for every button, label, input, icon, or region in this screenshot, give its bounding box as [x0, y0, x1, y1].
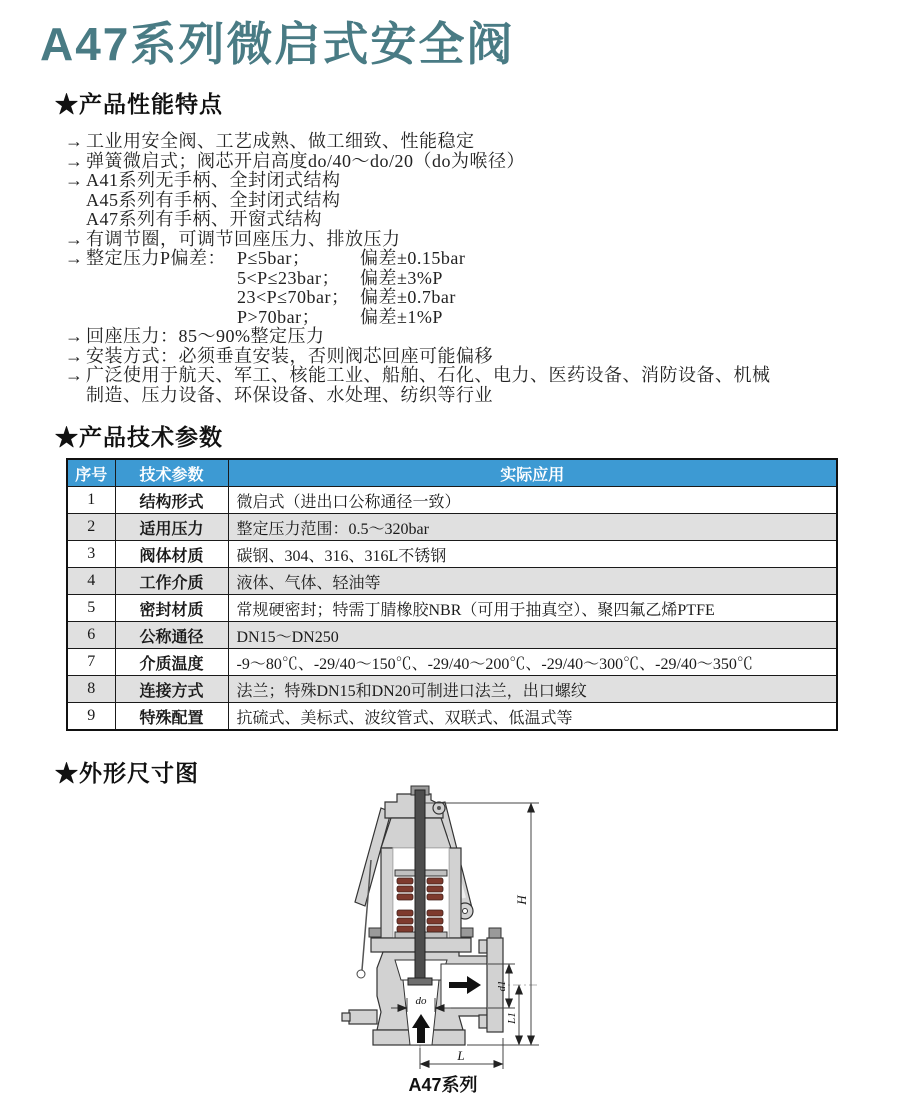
dim-label-do: do	[415, 995, 427, 1007]
row-index: 1	[67, 487, 115, 514]
pressure-condition: 5<P≤23bar；	[237, 267, 341, 288]
row-value: 法兰；特殊DN15和DN20可制进口法兰，出口螺纹	[228, 676, 837, 703]
feature-text: A41系列无手柄、全封闭式结构	[86, 170, 341, 190]
feature-item	[65, 230, 885, 250]
col-header-parameter: 技术参数	[115, 459, 228, 487]
table-row	[67, 703, 837, 731]
arrow-icon: →	[65, 345, 83, 366]
arrow-icon: →	[65, 326, 83, 346]
pressure-condition: P≤5bar；	[237, 248, 311, 268]
row-parameter: 结构形式	[115, 487, 228, 514]
features-list	[65, 132, 885, 405]
feature-item-pressure	[65, 288, 885, 308]
drawing-caption: A47系列	[408, 1075, 478, 1095]
pressure-deviation: 偏差±1%P	[360, 306, 443, 327]
col-header-application: 实际应用	[228, 459, 837, 487]
feature-text: A47系列有手柄、开窗式结构	[86, 209, 322, 229]
row-index: 6	[67, 622, 115, 649]
row-parameter: 特殊配置	[115, 703, 228, 731]
table-row	[67, 622, 837, 649]
feature-text: 安装方式：必须垂直安装，否则阀芯回座可能偏移	[86, 345, 493, 366]
valve-dimension-drawing	[325, 782, 605, 1074]
row-index: 4	[67, 568, 115, 595]
pressure-deviation: 偏差±0.15bar	[360, 248, 466, 268]
row-index: 7	[67, 649, 115, 676]
feature-text: 制造、压力设备、环保设备、水处理、纺织等行业	[86, 384, 493, 405]
table-row	[67, 541, 837, 568]
table-row	[67, 649, 837, 676]
table-row	[67, 595, 837, 622]
table-row	[67, 568, 837, 595]
feature-item	[65, 210, 885, 230]
feature-item-pressure	[65, 308, 885, 328]
dim-label-L: L	[457, 1048, 465, 1063]
table-row	[67, 514, 837, 541]
feature-item	[65, 366, 885, 386]
row-value: 整定压力范围：0.5～320bar	[228, 514, 837, 541]
dim-label-L1: L1	[506, 1012, 518, 1024]
row-parameter: 密封材质	[115, 595, 228, 622]
col-header-index: 序号	[67, 459, 115, 487]
row-index: 2	[67, 514, 115, 541]
table-header-row	[67, 459, 837, 487]
arrow-icon: →	[65, 248, 83, 268]
feature-item	[65, 132, 885, 152]
row-parameter: 适用压力	[115, 514, 228, 541]
row-value: -9～80℃、-29/40～150℃、-29/40～200℃、-29/40～300℃、-29/40～350℃	[228, 649, 837, 676]
table-row	[67, 676, 837, 703]
dim-label-H: H	[514, 895, 529, 905]
row-index: 3	[67, 541, 115, 568]
feature-item	[65, 327, 885, 347]
arrow-icon: →	[65, 170, 83, 190]
row-parameter: 连接方式	[115, 676, 228, 703]
row-index: 8	[67, 676, 115, 703]
section-heading-features: ★产品性能特点	[55, 91, 223, 117]
pressure-label: 整定压力P偏差：	[86, 248, 227, 268]
row-parameter: 工作介质	[115, 568, 228, 595]
feature-item	[65, 171, 885, 191]
arrow-icon: →	[65, 365, 83, 385]
arrow-icon: →	[65, 228, 83, 249]
row-value: 常规硬密封；特需丁腈橡胶NBR（可用于抽真空）、聚四氟乙烯PTFE	[228, 595, 837, 622]
section-heading-dimensions: ★外形尺寸图	[55, 760, 199, 786]
feature-text: 广泛使用于航天、军工、核能工业、船舶、石化、电力、医药设备、消防设备、机械	[86, 365, 771, 385]
feature-text: 有调节圈，可调节回座压力、排放压力	[86, 228, 401, 249]
pressure-deviation: 偏差±3%P	[360, 267, 443, 288]
feature-item-pressure	[65, 269, 885, 289]
feature-item	[65, 347, 885, 367]
feature-text: 回座压力：85～90%整定压力	[86, 326, 325, 346]
pressure-condition: P>70bar；	[237, 306, 321, 327]
row-value: 微启式（进出口公称通径一致）	[228, 487, 837, 514]
row-value: 抗硫式、美标式、波纹管式、双联式、低温式等	[228, 703, 837, 731]
feature-item	[65, 152, 885, 172]
row-value: DN15～DN250	[228, 622, 837, 649]
feature-text: 弹簧微启式；阀芯开启高度do/40～do/20（do为喉径）	[86, 150, 525, 171]
pressure-deviation: 偏差±0.7bar	[360, 287, 456, 307]
table-row	[67, 487, 837, 514]
row-value: 碳钢、304、316、316L不锈钢	[228, 541, 837, 568]
row-index: 5	[67, 595, 115, 622]
dim-label-d1: d1	[496, 980, 508, 992]
page-title: A47系列微启式安全阀	[40, 18, 515, 70]
feature-text: 工业用安全阀、工艺成熟、做工细致、性能稳定	[86, 131, 475, 151]
section-heading-tech-params: ★产品技术参数	[55, 424, 223, 450]
row-parameter: 阀体材质	[115, 541, 228, 568]
arrow-icon: →	[65, 150, 83, 171]
row-parameter: 介质温度	[115, 649, 228, 676]
row-index: 9	[67, 703, 115, 731]
feature-text: A45系列有手柄、全封闭式结构	[86, 189, 341, 210]
row-parameter: 公称通径	[115, 622, 228, 649]
arrow-icon: →	[65, 131, 83, 151]
feature-item	[65, 191, 885, 211]
tech-params-table	[66, 458, 838, 731]
row-value: 液体、气体、轻油等	[228, 568, 837, 595]
dimension-L1	[506, 985, 519, 1045]
feature-item-pressure	[65, 249, 885, 269]
feature-item	[65, 386, 885, 406]
pressure-condition: 23<P≤70bar；	[237, 287, 350, 307]
